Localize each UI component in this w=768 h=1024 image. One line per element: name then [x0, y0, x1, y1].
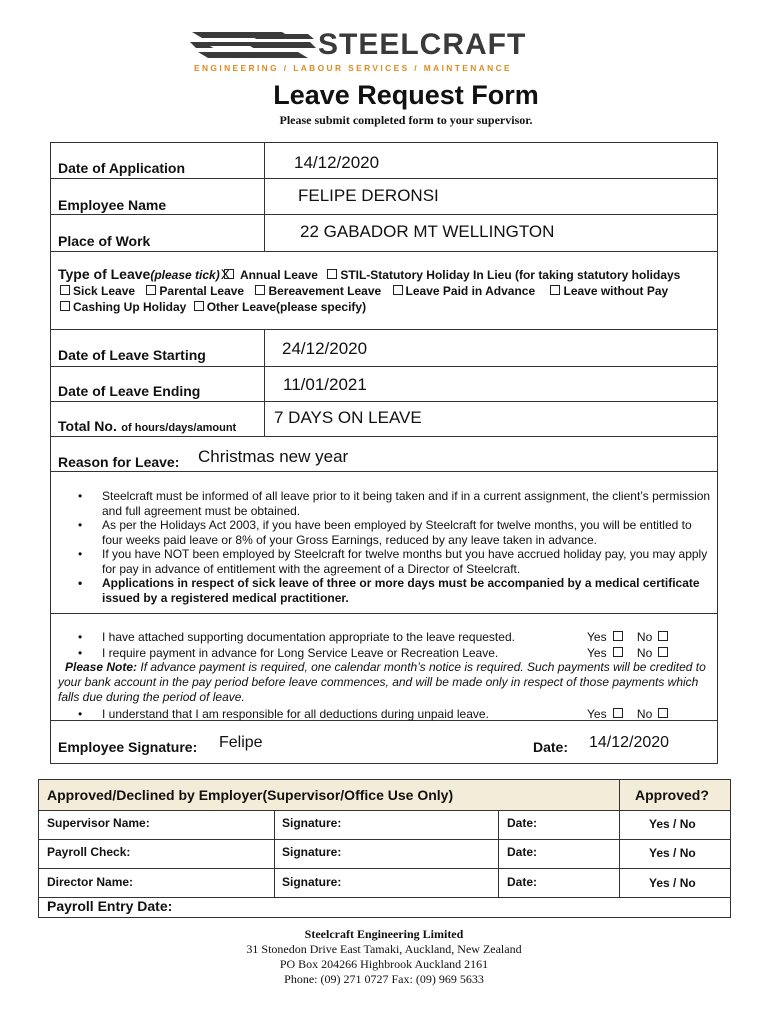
option-leave-without-pay: Leave without Pay [563, 284, 669, 298]
stil-checkbox[interactable] [327, 269, 337, 279]
leave-without-pay-checkbox[interactable] [550, 285, 560, 295]
declaration-bullet: • [78, 630, 83, 644]
footer-phone: Phone: (09) 271 0727 Fax: (09) 969 5633 [284, 972, 484, 986]
type-of-leave [58, 266, 680, 315]
supervisor-date-label: Date: [507, 816, 538, 830]
declaration-1-yes-checkbox[interactable] [613, 631, 623, 641]
conditions-list [58, 489, 714, 605]
declaration-advance-payment: I require payment in advance for Long Service Leave or Recreation Leave. [102, 646, 499, 660]
director-yesno[interactable]: Yes / No [649, 876, 696, 890]
please-note-label: Please Note: [65, 660, 138, 674]
payroll-date-label: Date: [507, 845, 538, 859]
director-date-label: Date: [507, 875, 538, 889]
please-note-text: If advance payment is required, one calendar month’s notice is required. Such payments will be credited to your bank account in the pay period before leave commences, and will be made only in respect of those payments which falls due during the period of leave. [58, 660, 706, 704]
date-leave-starting-value[interactable]: 24/12/2020 [282, 339, 368, 358]
other-leave-checkbox[interactable] [194, 301, 204, 311]
signature-date-value[interactable]: 14/12/2020 [589, 734, 670, 751]
employee-signature-value[interactable]: Felipe [219, 734, 263, 751]
condition-item: • As per the Holidays Act 2003, if you have been employed by Steelcraft for twelve months, you will be entitled to four weeks paid leave or 8% of your Gross Earnings, reduced by any leave taken in advance. [78, 518, 692, 547]
payroll-signature-label: Signature: [282, 845, 342, 859]
total-value[interactable]: 7 DAYS ON LEAVE [274, 408, 422, 427]
option-leave-paid-in-advance: Leave Paid in Advance [405, 284, 536, 298]
employee-name-value[interactable]: FELIPE DERONSI [298, 186, 439, 205]
logo-tagline: ENGINEERING / LABOUR SERVICES / MAINTENANCE [194, 63, 513, 73]
approved-heading: Approved? [635, 787, 709, 803]
date-of-application-label: Date of Application [58, 160, 186, 176]
employee-signature-label: Employee Signature: [58, 739, 198, 755]
approval-table [38, 779, 731, 918]
employee-name-label: Employee Name [58, 197, 167, 213]
date-leave-ending-value[interactable]: 11/01/2021 [283, 375, 367, 394]
declaration-2-yesno: Yes No [587, 646, 671, 660]
signature-date-label: Date: [533, 739, 569, 755]
director-name-label: Director Name: [47, 875, 134, 889]
condition-item: • If you have NOT been employed by Steelcraft for twelve months but you have accrued holiday pay, you may apply for pay in advance of entitlement with the agreement of a Director of Steelcraft. [78, 547, 708, 576]
form-title: Leave Request Form [273, 80, 539, 110]
type-of-leave-label: Type of Leave [58, 266, 151, 282]
declaration-2-yes-checkbox[interactable] [613, 647, 623, 657]
leave-paid-in-advance-checkbox[interactable] [393, 285, 403, 295]
approval-heading: Approved/Declined by Employer(Supervisor/Office Use Only) [47, 787, 454, 803]
reason-value[interactable]: Christmas new year [198, 447, 349, 466]
declaration-bullet: • [78, 646, 83, 660]
condition-item: • Steelcraft must be informed of all leave prior to it being taken and if in a current assignment, the client’s permission and full agreement must be obtained. [78, 489, 711, 518]
condition-item: • Applications in respect of sick leave of three or more days must be accompanied by a medical certificate issued by a registered medical practitioner. [78, 576, 700, 605]
annual-leave-checkbox[interactable] [224, 269, 234, 279]
declaration-documentation: I have attached supporting documentation appropriate to the leave requested. [102, 630, 515, 644]
option-sick-leave: Sick Leave [73, 284, 136, 298]
place-of-work-label: Place of Work [58, 233, 151, 249]
option-bereavement-leave: Bereavement Leave [268, 284, 382, 298]
cashing-up-holiday-checkbox[interactable] [60, 301, 70, 311]
declaration-3-yes-checkbox[interactable] [613, 708, 623, 718]
total-label-group [58, 418, 236, 436]
option-other-leave: Other Leave(please specify) [206, 300, 367, 314]
sick-leave-checkbox[interactable] [60, 285, 70, 295]
payroll-yesno[interactable]: Yes / No [649, 846, 696, 860]
supervisor-name-label: Supervisor Name: [47, 816, 150, 830]
parental-leave-checkbox[interactable] [146, 285, 156, 295]
director-signature-label: Signature: [282, 875, 342, 889]
option-cashing-up-holiday: Cashing Up Holiday [73, 300, 187, 314]
declaration-unpaid-leave: I understand that I am responsible for all deductions during unpaid leave. [102, 707, 489, 721]
total-label: Total No. [58, 418, 117, 434]
footer-company: Steelcraft Engineering Limited [304, 927, 464, 941]
footer [0, 927, 768, 987]
declaration-3-no-checkbox[interactable] [658, 708, 668, 718]
footer-address: 31 Stonedon Drive East Tamaki, Auckland, New Zealand [246, 942, 522, 956]
payroll-entry-date-label: Payroll Entry Date: [47, 898, 173, 914]
declaration-1-no-checkbox[interactable] [658, 631, 668, 641]
type-of-leave-hint: (please tick) [150, 268, 220, 282]
date-leave-ending-label: Date of Leave Ending [58, 383, 201, 399]
reason-label: Reason for Leave: [58, 454, 180, 470]
declaration-bullet: • [78, 707, 83, 721]
footer-po-box: PO Box 204266 Highbrook Auckland 2161 [279, 957, 489, 971]
date-leave-starting-label: Date of Leave Starting [58, 347, 206, 363]
total-label-small: of hours/days/amount [121, 422, 237, 434]
bereavement-leave-checkbox[interactable] [255, 285, 265, 295]
place-of-work-value[interactable]: 22 GABADOR MT WELLINGTON [300, 222, 555, 241]
supervisor-yesno[interactable]: Yes / No [649, 817, 696, 831]
declaration-2-no-checkbox[interactable] [658, 647, 668, 657]
form-subtitle: Please submit completed form to your supervisor. [279, 113, 533, 127]
supervisor-signature-label: Signature: [282, 816, 342, 830]
date-of-application-value[interactable]: 14/12/2020 [294, 153, 380, 172]
declaration-1-yesno: Yes No [587, 630, 671, 644]
option-parental-leave: Parental Leave [159, 284, 245, 298]
logo-wordmark: STEELCRAFT [318, 28, 527, 61]
declaration-3-yesno: Yes No [587, 707, 671, 721]
option-annual-leave: Annual Leave [239, 268, 318, 282]
option-stil: STIL-Statutory Holiday In Lieu (for taking statutory holidays [340, 268, 681, 282]
payroll-check-label: Payroll Check: [47, 845, 131, 859]
annual-leave-checked-mark[interactable]: X [220, 266, 231, 282]
please-note [58, 660, 710, 705]
